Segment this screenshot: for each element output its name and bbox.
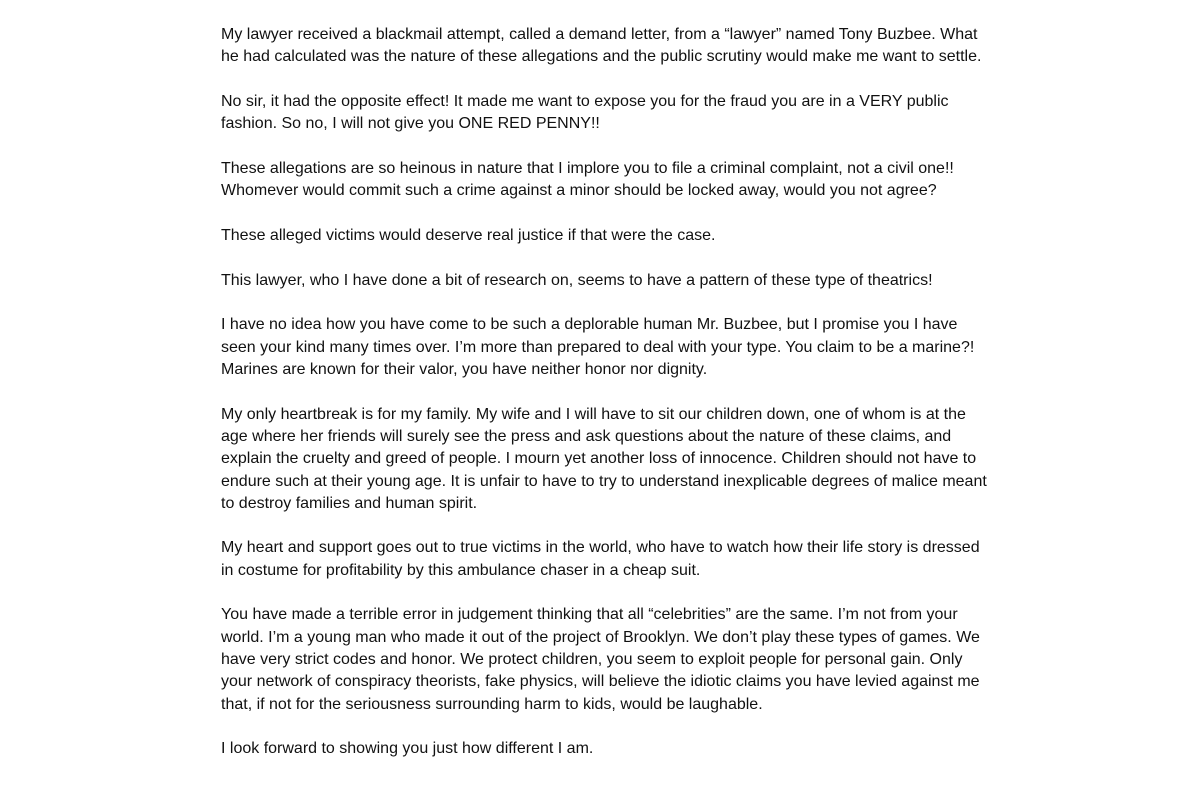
paragraph-10: I look forward to showing you just how different I am. (221, 740, 594, 758)
paragraph-1: My lawyer received a blackmail attempt, called a demand letter, from a “lawyer” named Tony Buzbee. What he had calculated was the nature of these allegations and the public scrutiny would make me want to settle. (221, 26, 982, 66)
paragraph-2: No sir, it had the opposite effect! It made me want to expose you for the fraud you are in a VERY public fashion. So no, I will not give you ONE RED PENNY!! (221, 92, 949, 133)
paragraph-6: I have no idea how you have come to be such a deplorable human Mr. Buzbee, but I promise you I have seen your kind many times over. I’m more than prepared to deal with your type. You claim to be a marine?! Marines are known for their valor, you have neither honor nor dignity. (221, 316, 975, 378)
paragraph-3: These allegations are so heinous in nature that I implore you to file a criminal complaint, not a civil one!! Whomever would commit such a crime against a minor should be locked away, would you not agree? (221, 159, 954, 200)
paragraph-4: These alleged victims would deserve real justice if that were the case. (221, 226, 716, 244)
paragraph-8: My heart and support goes out to true victims in the world, who have to watch how their life story is dressed in costume for profitability by this ambulance chaser in a cheap suit. (221, 539, 980, 579)
letter-body (221, 24, 996, 761)
paragraph-9: You have made a terrible error in judgement thinking that all “celebrities” are the same. I’m not from your world. I’m a young man who made it out of the project of Brooklyn. We don’t play these types of games. We have very strict codes and honor. We protect children, you seem to exploit people for personal gain. Only your network of conspiracy theorists, fake physics, will believe the idiotic claims you have levied against me that, if not for the seriousness surrounding harm to kids, would be laughable. (221, 606, 980, 713)
paragraph-5: This lawyer, who I have done a bit of research on, seems to have a pattern of these type of theatrics! (221, 271, 933, 289)
paragraph-7: My only heartbreak is for my family. My wife and I will have to sit our children down, one of whom is at the age where her friends will surely see the press and ask questions about the nature of these claims, and explain the cruelty and greed of people. I mourn yet another loss of innocence. Children should not have to endure such at their young age. It is unfair to have to try to understand inexplicable degrees of malice meant to destroy families and human spirit. (221, 405, 987, 512)
